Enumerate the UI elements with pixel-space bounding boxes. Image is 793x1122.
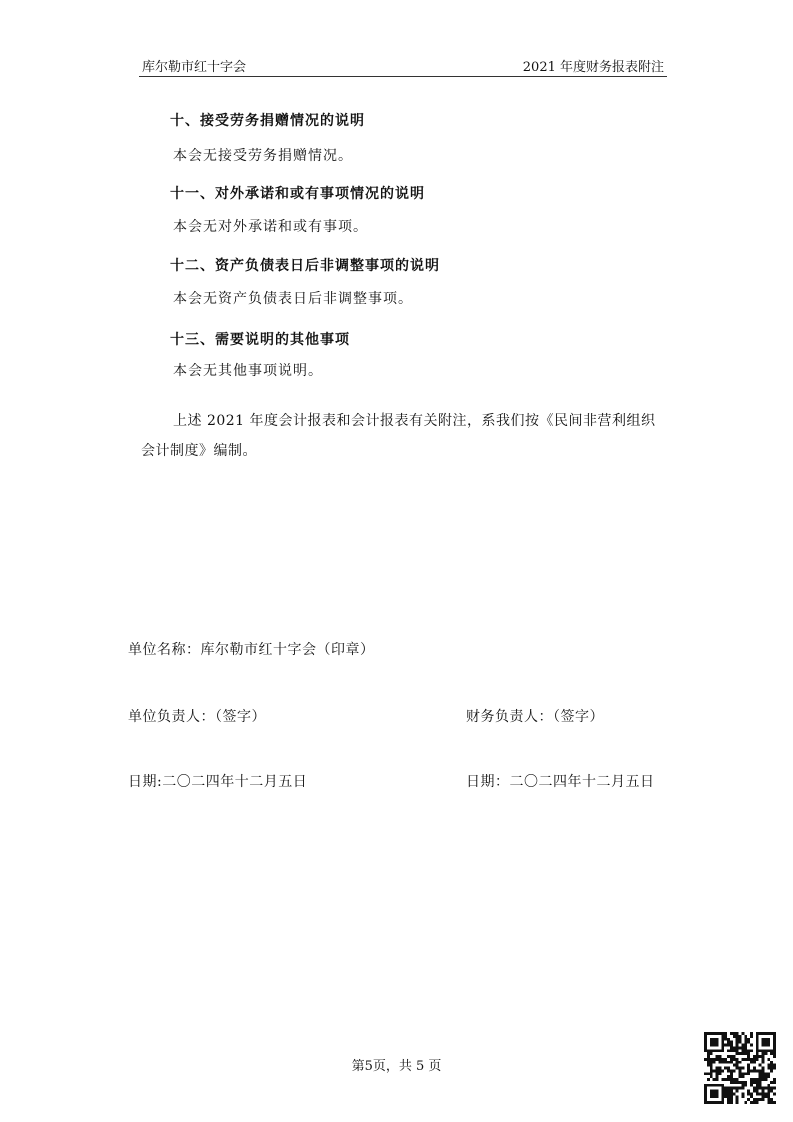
section-body-10: 本会无接受劳务捐赠情况。: [173, 148, 353, 164]
date-left: 日期:二〇二四年十二月五日: [128, 774, 308, 790]
unit-head-signature: 单位负责人：（签字）: [128, 709, 266, 725]
page-header: [139, 56, 667, 77]
section-body-11: 本会无对外承诺和或有事项。: [173, 219, 368, 235]
section-title-12: 十二、资产负债表日后非调整事项的说明: [170, 258, 440, 274]
section-title-13: 十三、需要说明的其他事项: [170, 332, 350, 348]
qr-code-icon: [704, 1032, 776, 1104]
closing-statement: 上述 2021 年度会计报表和会计报表有关附注，系我们按《民间非营利组织会计制度》编制。: [141, 413, 656, 459]
page-footer: 第5页，共 5 页: [351, 1059, 442, 1074]
finance-head-signature: 财务负责人：（签字）: [466, 709, 604, 725]
date-right: 日期：二〇二四年十二月五日: [466, 774, 655, 790]
unit-name: 单位名称：库尔勒市红十字会（印章）: [128, 642, 375, 658]
section-body-13: 本会无其他事项说明。: [173, 363, 323, 379]
section-title-11: 十一、对外承诺和或有事项情况的说明: [170, 186, 425, 202]
header-org: 库尔勒市红十字会: [142, 60, 247, 75]
header-doc-title: 2021 年度财务报表附注: [522, 60, 664, 75]
section-body-12: 本会无资产负债表日后非调整事项。: [173, 291, 413, 307]
section-title-10: 十、接受劳务捐赠情况的说明: [170, 113, 365, 129]
